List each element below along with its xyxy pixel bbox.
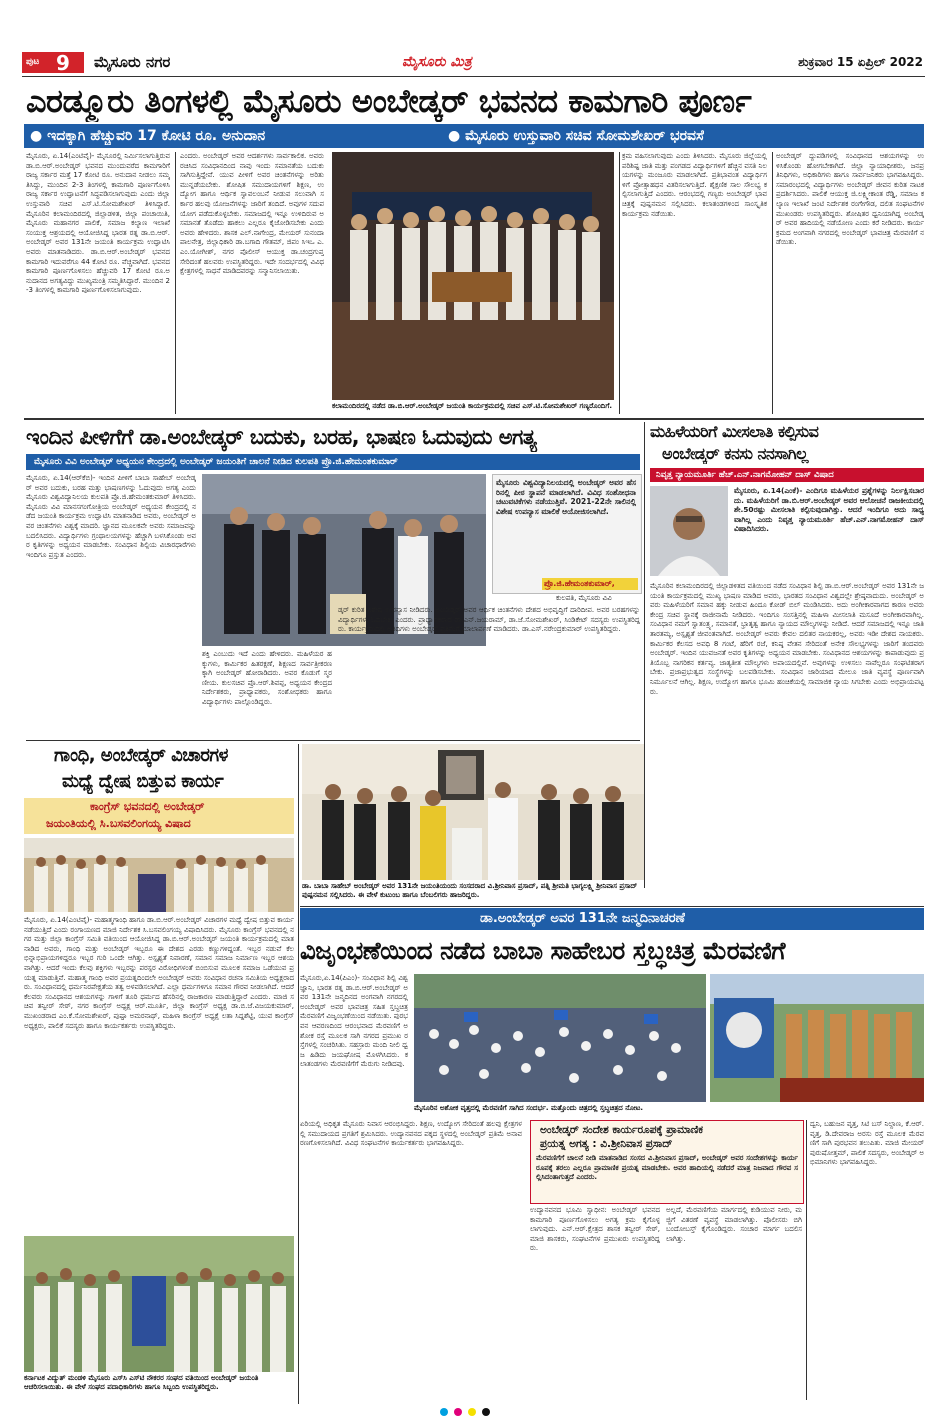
story4-subhead-line1: ಕಾಂಗ್ರೆಸ್ ಭವನದಲ್ಲಿ ಅಂಬೇಡ್ಕರ್ [90,800,205,813]
story5-headline: ವಿಜೃಂಭಣೆಯಿಂದ ನಡೆದ ಬಾಬಾ ಸಾಹೇಬರ ಸ್ತಬ್ಧಚಿತ್ರ ಮೆರವಣಿಗೆ [300,936,785,965]
column-rule [644,422,645,888]
story2-column-2: ಶಕ್ತಿ ಎಂಬುದು ಇದೆ ಎಂದು ಹೇಳಿದರು. ಮಹಿಳೆಯರ ಹಕ್ಕುಗಳು, ಕಾರ್ಮಿಕರ ಹಿತರಕ್ಷಣೆ, ಶಿಕ್ಷಣದ ಸಾರ್ವತ್ರೀಕರಣಕ್ಕಾಗಿ ಅಂಬೇಡ್ಕರ್ ಹೋರಾಡಿದರು. ಅವರ ಕೊಡುಗೆ ಸ್ಮರಣೀಯ. ಕುಲಸಚಿವ ಪ್ರೊ.ಆರ್.ಶಿವಪ್ಪ, ಅಧ್ಯಯನ ಕೇಂದ್ರದ ನಿರ್ದೇಶಕರು, ಪ್ರಾಧ್ಯಾಪಕರು, ಸಂಶೋಧಕರು ಹಾಗೂ ವಿದ್ಯಾರ್ಥಿಗಳು ಪಾಲ್ಗೊಂಡಿದ್ದರು. [202,650,332,706]
story5-box-body: ಮೆರವಣಿಗೆಗೆ ಚಾಲನೆ ನೀಡಿ ಮಾತನಾಡಿದ ಸಂಸದ ವಿ.ಶ್ರೀನಿವಾಸ ಪ್ರಸಾದ್, ಅಂಬೇಡ್ಕರ್ ಅವರ ಸಂದೇಶಗಳನ್ನು ಕಾರ್ಯರೂಪಕ್ಕೆ ತರಲು ಎಲ್ಲರೂ ಪ್ರಾಮಾಣಿಕ ಪ್ರಯತ್ನ ಮಾಡಬೇಕು. ಅವರ ಹಾದಿಯಲ್ಲಿ ನಡೆದರೆ ಮಾತ್ರ ನಿಜವಾದ ಗೌರವ ಸಲ್ಲಿಸಿದಂತಾಗುತ್ತದೆ ಎಂದರು. [536,1154,798,1182]
story4-subhead-line2: ಜಯಂತಿಯಲ್ಲಿ ಸಿ.ಬಸವಲಿಂಗಯ್ಯ ವಿಷಾದ [46,817,191,830]
story5-photo-crowd [414,974,706,1102]
tribute-group-photo [302,744,644,880]
story1-photo [332,152,614,400]
story1-headline: ಎರಡ್ಮೂರು ತಿಂಗಳಲ್ಲಿ ಮೈಸೂರು ಅಂಬೇಡ್ಕರ್ ಭವನದ ಕಾಮಗಾರಿ ಪೂರ್ಣ [26,82,752,120]
story1-subhead-left: ● ಇದಕ್ಕಾಗಿ ಹೆಚ್ಚುವರಿ 17 ಕೋಟಿ ರೂ. ಅನುದಾನ [30,128,266,144]
print-registration-marks [440,1408,510,1416]
story3-headline-line2: ಅಂಬೇಡ್ಕರ್ ಕನಸು ನನಸಾಗಿಲ್ಲ [662,444,808,463]
masthead [22,50,925,77]
story4-body: ಮೈಸೂರು, ಏ.14(ಎಂಟಿವೈ)- ಮಹಾತ್ಮಗಾಂಧಿ ಹಾಗೂ ಡಾ.ಬಿ.ಆರ್.ಅಂಬೇಡ್ಕರ್ ವಿಚಾರಗಳ ಮಧ್ಯೆ ದ್ವೇಷ ಬಿತ್ತುವ ಕಾರ್ಯ ನಡೆಯುತ್ತಿದೆ ಎಂದು ರಂಗಾಯಣದ ಮಾಜಿ ನಿರ್ದೇಶಕ ಸಿ.ಬಸವಲಿಂಗಯ್ಯ ವಿಷಾದಿಸಿದರು. ಮೈಸೂರು ಕಾಂಗ್ರೆಸ್ ಭವನದಲ್ಲಿ ನಗರ ಮತ್ತು ಜಿಲ್ಲಾ ಕಾಂಗ್ರೆಸ್ ಸಮಿತಿ ವತಿಯಿಂದ ಆಯೋಜಿಸಿದ್ದ ಡಾ.ಬಿ.ಆರ್.ಅಂಬೇಡ್ಕರ್ ಜಯಂತಿ ಕಾರ್ಯಕ್ರಮದಲ್ಲಿ ಮಾತನಾಡಿದ ಅವರು, ಗಾಂಧಿ ಮತ್ತು ಅಂಬೇಡ್ಕರ್ ಇಬ್ಬರೂ ಈ ದೇಶದ ಎರಡು ಕಣ್ಣುಗಳಿದ್ದಂತೆ. ಇಬ್ಬರ ನಡುವೆ ಕೆಲ ಭಿನ್ನಾಭಿಪ್ರಾಯಗಳಿದ್ದರೂ ಇಬ್ಬರ ಗುರಿ ಒಂದೇ ಆಗಿತ್ತು. ಅಸ್ಪೃಶ್ಯತೆ ನಿವಾರಣೆ, ಸಮಾನ ಸಮಾಜ ನಿರ್ಮಾಣ ಇಬ್ಬರ ಆಶಯವಾಗಿತ್ತು. ಆದರೆ ಇಂದು ಕೆಲವು ಶಕ್ತಿಗಳು ಇಬ್ಬರನ್ನು ಪರಸ್ಪರ ವಿರೋಧಿಗಳಂತೆ ಬಿಂಬಿಸುವ ಮೂಲಕ ಸಮಾಜ ಒಡೆಯುವ ಪ್ರಯತ್ನ ಮಾಡುತ್ತಿವೆ. ಮಹಾತ್ಮ ಗಾಂಧಿ ಅವರ ಪ್ರಯತ್ನದಿಂದಲೇ ಅಂಬೇಡ್ಕರ್ ಅವರು ಸಂವಿಧಾನ ರಚನಾ ಸಮಿತಿಯ ಅಧ್ಯಕ್ಷರಾದರು. ಸಂವಿಧಾನದಲ್ಲಿ ಧರ್ಮನಿರಪೇಕ್ಷತೆಯ ತತ್ವ ಅಳವಡಿಸಲಾಗಿದೆ. ಎಲ್ಲಾ ಧರ್ಮಗಳಿಗೂ ಸಮಾನ ಗೌರವ ನೀಡಲಾಗಿದೆ. ಆದರೆ ಕೆಲವರು ಸಂವಿಧಾನದ ಆಶಯಗಳನ್ನು ಗಾಳಿಗೆ ತೂರಿ ಧರ್ಮದ ಹೆಸರಿನಲ್ಲಿ ರಾಜಕಾರಣ ಮಾಡುತ್ತಿದ್ದಾರೆ ಎಂದರು. ಮಾಜಿ ಸಚಿವ ತನ್ವೀರ್ ಸೇಠ್, ನಗರ ಕಾಂಗ್ರೆಸ್ ಅಧ್ಯಕ್ಷ ಆರ್.ಮೂರ್ತಿ, ಜಿಲ್ಲಾ ಕಾಂಗ್ರೆಸ್ ಅಧ್ಯಕ್ಷ ಡಾ.ಬಿ.ಜೆ.ವಿಜಯಕುಮಾರ್, ಮುಖಂಡರಾದ ಎಂ.ಕೆ.ಸೋಮಶೇಖರ್, ಪುಷ್ಪಾ ಅಮರನಾಥ್, ಮಹಿಳಾ ಕಾಂಗ್ರೆಸ್ ಅಧ್ಯಕ್ಷೆ ಲತಾ ಸಿದ್ದಶೆಟ್ಟಿ, ಯುವ ಕಾಂಗ್ರೆಸ್ ಅಧ್ಯಕ್ಷರು, ಪಾಲಿಕೆ ಸದಸ್ಯರು ಹಾಗೂ ಕಾರ್ಯಕರ್ತರು ಉಪಸ್ಥಿತರಿದ್ದರು. [24,916,294,1030]
column-rule [175,152,176,414]
story5-kicker: ಡಾ.ಅಂಬೇಡ್ಕರ್ ಅವರ 131ನೇ ಜನ್ಮದಿನಾಚರಣೆ [480,911,686,926]
story4-photo-bottom [24,1236,294,1372]
column-rule [806,1120,807,1400]
column-rule [298,744,299,1404]
story1-subhead-right: ● ಮೈಸೂರು ಉಸ್ತುವಾರಿ ಸಚಿವ ಸೋಮಶೇಖರ್ ಭರವಸೆ [448,128,704,144]
story2-column-1: ಮೈಸೂರು, ಏ.14(ಆರ್‌ಕೆಬಿ)- ಇಂದಿನ ಪೀಳಿಗೆ ಬಾಬಾ ಸಾಹೇಬ್ ಅಂಬೇಡ್ಕರ್ ಅವರ ಬದುಕು, ಬರಹ ಮತ್ತು ಭಾಷಣಗಳನ್ನು ಓದುವುದು ಅಗತ್ಯ ಎಂದು ಮೈಸೂರು ವಿಶ್ವವಿದ್ಯಾನಿಲಯ ಕುಲಪತಿ ಪ್ರೊ.ಜಿ.ಹೇಮಂತಕುಮಾರ್ ತಿಳಿಸಿದರು. ಮೈಸೂರು ವಿವಿ ಮಾನಸಗಂಗೋತ್ರಿಯ ಅಂಬೇಡ್ಕರ್ ಅಧ್ಯಯನ ಕೇಂದ್ರದಲ್ಲಿ ನಡೆದ ಜಯಂತಿ ಕಾರ್ಯಕ್ರಮ ಉದ್ಘಾಟಿಸಿ ಮಾತನಾಡಿದ ಅವರು, ಅಂಬೇಡ್ಕರ್ ಅವರ ಚಿಂತನೆಗಳು ವಿಶ್ವಕ್ಕೆ ಮಾದರಿ. ಜ್ಞಾನದ ಮೂಲಕವೇ ಅವರು ಸಮಾಜವನ್ನು ಬದಲಿಸಿದರು. ವಿದ್ಯಾರ್ಥಿಗಳು ಗ್ರಂಥಾಲಯಗಳನ್ನು ಹೆಚ್ಚಾಗಿ ಬಳಸಿಕೊಂಡು ಅವರ ಕೃತಿಗಳನ್ನು ಅಧ್ಯಯನ ಮಾಡಬೇಕು. ಸಂವಿಧಾನ ಶಿಲ್ಪಿಯ ವಿಚಾರಧಾರೆಗಳು ಇಂದಿಗೂ ಪ್ರಸ್ತುತ ಎಂದರು. [26,474,196,559]
congress-event-photo [24,838,294,912]
story2-column-3: ಮೈಸೂರು ವಿಶ್ವವಿದ್ಯಾನಿಲಯದಲ್ಲಿ ಅಂಬೇಡ್ಕರ್ ಅವರ ಹೆಸರಿನಲ್ಲಿ ಪೀಠ ಸ್ಥಾಪನೆ ಮಾಡಲಾಗಿದೆ. ವಿವಿಧ ಸಂಶೋಧನಾ ಚಟುವಟಿಕೆಗಳು ನಡೆಯುತ್ತಿವೆ. 2021-22ನೇ ಸಾಲಿನಲ್ಲಿ ವಿಶೇಷ ಉಪನ್ಯಾಸ ಮಾಲಿಕೆ ಆಯೋಜಿಸಲಾಗಿದೆ. [496,478,636,516]
story5-column-2: ಏರಿಯಲ್ಲಿ ಅಧಿಕೃತ ಮೈಸೂರು ನಿವಾಸ ಆರಂಭಿಸಿದ್ದರು. ಶಿಕ್ಷಣ, ಉದ್ಯೋಗ ಸೇರಿದಂತೆ ಹಲವು ಕ್ಷೇತ್ರಗಳಲ್ಲಿ ಸಮುದಾಯದ ಪ್ರಗತಿಗೆ ಶ್ರಮಿಸಿದರು. ಉದ್ಯಾನವನದ ಪಕ್ಕದ ಸ್ಥಳದಲ್ಲಿ ಅಂಬೇಡ್ಕರ್ ಪ್ರತಿಮೆ ಅನಾವರಣಗೊಳಿಸಲಾಗಿದೆ. ವಿವಿಧ ಸಂಘಟನೆಗಳ ಕಾರ್ಯಕರ್ತರು ಭಾಗವಹಿಸಿದ್ದರು. [300,1120,522,1148]
story2-column-4: ಡ್ಕರ್ ಕುರಿತ ವಿಶೇಷ ಉಪನ್ಯಾಸ ನೀಡಿದರು. ಅಂಬೇಡ್ಕರ್ ಅವರ ಆರ್ಥಿಕ ಚಿಂತನೆಗಳು ದೇಶದ ಅಭಿವೃದ್ಧಿಗೆ ದಾರಿದೀಪ. ಅವರ ಬರಹಗಳನ್ನು ವಿದ್ಯಾರ್ಥಿಗಳು ಓದಬೇಕು ಎಂದರು. ಪ್ರಾಧ್ಯಾಪಕರಾದ ಡಾ.ಎನ್.ಜಯರಾಮ್, ಡಾ.ಜೆ.ಸೋಮಶೇಖರ್, ಸಿಂಡಿಕೇಟ್ ಸದಸ್ಯರು ಉಪಸ್ಥಿತರಿದ್ದರು. ಕಾರ್ಯಕ್ರಮದಲ್ಲಿ ಅತಿಥಿಗಳು ಅಂಬೇಡ್ಕರ್ ಪ್ರತಿಮೆಗೆ ಮಾಲಾರ್ಪಣೆ ಮಾಡಿದರು. ಡಾ.ಎಸ್.ನರೇಂದ್ರಕುಮಾರ್ ಉಪಸ್ಥಿತರಿದ್ದರು. [338,606,640,634]
story1-photo-caption: ಕಲಾಮಂದಿರದಲ್ಲಿ ನಡೆದ ಡಾ.ಬಿ.ಆರ್.ಅಂಬೇಡ್ಕರ್ ಜಯಂತಿ ಕಾರ್ಯಕ್ರಮದಲ್ಲಿ ಸಚಿವ ಎಸ್.ಟಿ.ಸೋಮಶೇಖರ್ ಗಣ್ಯರೊಂದಿಗೆ. [332,402,613,410]
story3-portrait [650,486,728,576]
story5-column-5: ದ್ವನಿ, ಬಹುಜನ ವೃತ್ತ, ಸಿಟಿ ಬಸ್ ನಿಲ್ದಾಣ, ಕೆ.ಆರ್.ವೃತ್ತ, ಡಿ.ದೇವರಾಜ ಅರಸು ರಸ್ತೆ ಮೂಲಕ ಮೆರವಣಿಗೆ ಸಾಗಿ ಪುರಭವನ ತಲುಪಿತು. ಮಾಜಿ ಮೇಯರ್ ಪುರುಷೋತ್ತಮ್, ಪಾಲಿಕೆ ಸದಸ್ಯರು, ಅಂಬೇಡ್ಕರ್ ಅಭಿಮಾನಿಗಳು ಭಾಗವಹಿಸಿದ್ದರು. [810,1120,924,1167]
story1-subhead-right-text: ಮೈಸೂರು ಉಸ್ತುವಾರಿ ಸಚಿವ ಸೋಮಶೇಖರ್ ಭರವಸೆ [465,128,704,144]
judge-portrait-photo [650,486,728,576]
story1-column-1: ಮೈಸೂರು, ಏ.14(ಎಂಟಿವೈ)- ಮೈಸೂರಲ್ಲಿ ನಿರ್ಮಿಸಲಾಗುತ್ತಿರುವ ಡಾ.ಬಿ.ಆರ್.ಅಂಬೇಡ್ಕರ್ ಭವನದ ಮುಂದುವರೆದ ಕಾಮಗಾರಿಗೆ ರಾಜ್ಯ ಸರ್ಕಾರ ಮತ್ತೆ 17 ಕೋಟಿ ರೂ. ಅನುದಾನ ನೀಡಲು ಸಮ್ಮತಿಸಿದ್ದು, ಮುಂದಿನ 2-3 ತಿಂಗಳಲ್ಲಿ ಕಾಮಗಾರಿ ಪೂರ್ಣಗೊಳಿಸಿ ರಾಜ್ಯ ಸರ್ಕಾರ ಉದ್ಘಾಟನೆಗೆ ಸಿದ್ಧಪಡಿಸಲಾಗುವುದು ಎಂದು ಜಿಲ್ಲಾ ಉಸ್ತುವಾರಿ ಸಚಿವ ಎಸ್.ಟಿ.ಸೋಮಶೇಖರ್ ತಿಳಿಸಿದ್ದಾರೆ. ಮೈಸೂರಿನ ಕಲಾಮಂದಿರದಲ್ಲಿ ಜಿಲ್ಲಾಡಳಿತ, ಜಿಲ್ಲಾ ಪಂಚಾಯಿತಿ, ಮೈಸೂರು ಮಹಾನಗರ ಪಾಲಿಕೆ, ಸಮಾಜ ಕಲ್ಯಾಣ ಇಲಾಖೆ ಸಂಯುಕ್ತ ಆಶ್ರಯದಲ್ಲಿ ಆಯೋಜಿಸಿದ್ದ ಭಾರತ ರತ್ನ ಡಾ.ಬಿ.ಆರ್.ಅಂಬೇಡ್ಕರ್ ಅವರ 131ನೇ ಜಯಂತಿ ಕಾರ್ಯಕ್ರಮ ಉದ್ಘಾಟಿಸಿ ಅವರು ಮಾತನಾಡಿದರು. ಡಾ.ಬಿ.ಆರ್.ಅಂಬೇಡ್ಕರ್ ಭವನದ ಕಾಮಗಾರಿ ಇದುವರೆಗೂ 44 ಕೋಟಿ ರೂ. ವೆಚ್ಚವಾಗಿದೆ. ಭವನದ ಕಾಮಗಾರಿ ಪೂರ್ಣಗೊಳಿಸಲು ಹೆಚ್ಚುವರಿ 17 ಕೋಟಿ ರೂ.ಅನುದಾನದ ಅಗತ್ಯವಿದ್ದು ಮುಖ್ಯಮಂತ್ರಿ ಸಮ್ಮತಿಸಿದ್ದಾರೆ. ಮುಂದಿನ 2-3 ತಿಂಗಳಲ್ಲಿ ಕಾಮಗಾರಿ ಪೂರ್ಣಗೊಳಿಸಲಾಗುವುದು. [26,152,170,295]
page-number: 9 [56,51,70,75]
story2-subhead: ಮೈಸೂರು ವಿವಿ ಅಂಬೇಡ್ಕರ್ ಅಧ್ಯಯನ ಕೇಂದ್ರದಲ್ಲಿ ಅಂಬೇಡ್ಕರ್ ಜಯಂತಿಗೆ ಚಾಲನೆ ನೀಡಿದ ಕುಲಪತಿ ಪ್ರೊ.ಜಿ.ಹೇಮಂತಕುಮಾರ್ [34,457,398,467]
procession-crowd-photo [414,974,706,1102]
story5-column-3: ಉದ್ಯಾನವನದ ಭೂಮಿ ಸ್ವಾಧೀನ: ಅಂಬೇಡ್ಕರ್ ಭವನದ ಕಾಮಗಾರಿ ಪೂರ್ಣಗೊಳಿಸಲು ಅಗತ್ಯ ಕ್ರಮ ಕೈಗೊಳ್ಳಲಾಗುವುದು. ಎನ್.ಆರ್.ಕ್ಷೇತ್ರದ ಶಾಸಕ ತನ್ವೀರ್ ಸೇಠ್, ಮಾಜಿ ಶಾಸಕರು, ಸಂಘಟನೆಗಳ ಪ್ರಮುಖರು ಉಪಸ್ಥಿತರಿದ್ದರು. [530,1206,660,1253]
story1-subhead-left-text: ಇದಕ್ಕಾಗಿ ಹೆಚ್ಚುವರಿ 17 ಕೋಟಿ ರೂ. ಅನುದಾನ [47,128,266,144]
story5-box-title-line1: ಅಂಬೇಡ್ಕರ್ ಸಂದೇಶ ಕಾರ್ಯರೂಪಕ್ಕೆ ಪ್ರಾಮಾಣಿಕ [540,1124,703,1136]
registration-dot [468,1408,476,1416]
story5-photo-tableau [710,974,924,1102]
story1-column-3: ಕ್ರಮ ವಹಿಸಲಾಗುವುದು ಎಂದು ತಿಳಿಸಿದರು. ಮೈಸೂರು ಜಿಲ್ಲೆಯಲ್ಲಿ ಪರಿಶಿಷ್ಟ ಜಾತಿ ಮತ್ತು ಪಂಗಡದ ವಿದ್ಯಾರ್ಥಿಗಳಿಗೆ ಹೆಚ್ಚಿನ ವಸತಿ ನಿಲಯಗಳನ್ನು ಮಂಜೂರು ಮಾಡಲಾಗಿದೆ. ಪ್ರತಿಭಾವಂತ ವಿದ್ಯಾರ್ಥಿಗಳಿಗೆ ಪ್ರೋತ್ಸಾಹಧನ ವಿತರಿಸಲಾಗುತ್ತಿದೆ. ಶೈಕ್ಷಣಿಕ ಸಾಲ ಸೌಲಭ್ಯ ಕಲ್ಪಿಸಲಾಗುತ್ತಿದೆ ಎಂದರು. ಆರಂಭದಲ್ಲಿ ಗಣ್ಯರು ಅಂಬೇಡ್ಕರ್ ಭಾವಚಿತ್ರಕ್ಕೆ ಪುಷ್ಪನಮನ ಸಲ್ಲಿಸಿದರು. ಕಲಾತಂಡಗಳಿಂದ ಸಾಂಸ್ಕೃತಿಕ ಕಾರ್ಯಕ್ರಮ ನಡೆಯಿತು. [622,152,767,218]
section-name: ಮೈಸೂರು ನಗರ [94,53,171,71]
story3-body: ಮೈಸೂರಿನ ಕಲಾಮಂದಿರದಲ್ಲಿ ಜಿಲ್ಲಾಡಳಿತದ ವತಿಯಿಂದ ನಡೆದ ಸಂವಿಧಾನ ಶಿಲ್ಪಿ ಡಾ.ಬಿ.ಆರ್.ಅಂಬೇಡ್ಕರ್ ಅವರ 131ನೇ ಜಯಂತಿ ಕಾರ್ಯಕ್ರಮದಲ್ಲಿ ಮುಖ್ಯ ಭಾಷಣ ಮಾಡಿದ ಅವರು, ಭಾರತದ ಸಂವಿಧಾನ ವಿಶ್ವದಲ್ಲೇ ಶ್ರೇಷ್ಠವಾದುದು. ಅಂಬೇಡ್ಕರ್ ಅವರು ಮಹಿಳೆಯರಿಗೆ ಸಮಾನ ಹಕ್ಕು ನೀಡುವ ಹಿಂದೂ ಕೋಡ್ ಬಿಲ್ ಮಂಡಿಸಿದರು. ಅದು ಅಂಗೀಕಾರವಾಗದ ಕಾರಣ ಅವರು ಕೇಂದ್ರ ಸಚಿವ ಸ್ಥಾನಕ್ಕೆ ರಾಜೀನಾಮೆ ನೀಡಿದರು. ಇಂದಿಗೂ ಸಂಸತ್ತಿನಲ್ಲಿ ಮಹಿಳಾ ಮೀಸಲಾತಿ ಮಸೂದೆ ಅಂಗೀಕಾರವಾಗಿಲ್ಲ. ಸಂವಿಧಾನ ನಮಗೆ ಸ್ವಾತಂತ್ರ್ಯ, ಸಮಾನತೆ, ಭ್ರಾತೃತ್ವ ಹಾಗೂ ನ್ಯಾಯದ ಮೌಲ್ಯಗಳನ್ನು ನೀಡಿದೆ. ಆದರೆ ಸಮಾಜದಲ್ಲಿ ಇನ್ನೂ ಜಾತಿ ತಾರತಮ್ಯ, ಅಸ್ಪೃಶ್ಯತೆ ಜೀವಂತವಾಗಿದೆ. ಅಂಬೇಡ್ಕರ್ ಅವರು ಕೇವಲ ದಲಿತರ ನಾಯಕರಲ್ಲ, ಅವರು ಇಡೀ ದೇಶದ ನಾಯಕರು. ಕಾರ್ಮಿಕರ ಕೆಲಸದ ಅವಧಿ 8 ಗಂಟೆ, ಹೆರಿಗೆ ರಜೆ, ಕನಿಷ್ಠ ವೇತನ ಸೇರಿದಂತೆ ಅನೇಕ ಸೌಲಭ್ಯಗಳನ್ನು ಜಾರಿಗೆ ತಂದವರು ಅಂಬೇಡ್ಕರ್. ಇಂದಿನ ಯುವಜನತೆ ಅವರ ಕೃತಿಗಳನ್ನು ಅಧ್ಯಯನ ಮಾಡಬೇಕು. ಸಂವಿಧಾನದ ಆಶಯಗಳನ್ನು ಕಾಪಾಡುವುದು ಪ್ರತಿಯೊಬ್ಬ ನಾಗರಿಕನ ಕರ್ತವ್ಯ. ಜಾತ್ಯತೀತ ಮೌಲ್ಯಗಳು ಅಪಾಯದಲ್ಲಿವೆ. ಅವುಗಳನ್ನು ಉಳಿಸಲು ನಾವೆಲ್ಲರೂ ಸಂಘಟಿತರಾಗಬೇಕು. ಪ್ರಜಾಪ್ರಭುತ್ವದ ಸಂಸ್ಥೆಗಳನ್ನು ಬಲಪಡಿಸಬೇಕು. ಸಂವಿಧಾನ ಜಾರಿಯಾದ ಮೇಲೂ ಜಾತಿ ವ್ಯವಸ್ಥೆ ಪೂರ್ಣವಾಗಿ ನಿರ್ಮೂಲನೆ ಆಗಿಲ್ಲ. ಶಿಕ್ಷಣ, ಉದ್ಯೋಗ ಹಾಗೂ ಭೂಮಿ ಹಂಚಿಕೆಯಲ್ಲಿ ಸಾಮಾಜಿಕ ನ್ಯಾಯ ಸಿಗಬೇಕು ಎಂದು ಅಭಿಪ್ರಾಯಪಟ್ಟರು. [650,582,924,696]
page-label: ಪುಟ [26,57,40,67]
registration-dot [454,1408,462,1416]
section-divider [24,418,924,420]
newspaper-name: ಮೈಸೂರು ಮಿತ್ರ [402,54,472,70]
story5-photo-caption: ಮೈಸೂರಿನ ಅಶೋಕ ವೃತ್ತದಲ್ಲಿ ಮೆರವಣಿಗೆ ಸಾಗಿದ ಸಂದರ್ಭ. ಮತ್ತೊಂದು ಚಿತ್ರದಲ್ಲಿ ಸ್ತಬ್ಧಚಿತ್ರದ ನೋಟ. [414,1104,644,1112]
story2-headline: ಇಂದಿನ ಪೀಳಿಗೆಗೆ ಡಾ.ಅಂಬೇಡ್ಕರ್ ಬದುಕು, ಬರಹ, ಭಾಷಣ ಓದುವುದು ಅಗತ್ಯ [26,425,537,449]
story2-quote-name: ಪ್ರೊ.ಜಿ.ಹೇಮಂತಕುಮಾರ್, [544,579,615,588]
story4-headline-line1: ಗಾಂಧಿ, ಅಂಬೇಡ್ಕರ್ ವಿಚಾರಗಳ [54,745,228,766]
story3-lead: ಮೈಸೂರು, ಏ.14(ಎಂಕೆ)- ಎಂದಿಗೂ ಮಹಿಳೆಯರ ಪ್ರಶ್ನೆಗಳನ್ನು ನಿರ್ಲಕ್ಷಿಸಬಾರದು. ಮಹಿಳೆಯರಿಗೆ ಡಾ.ಬಿ.ಆರ್.ಅಂಬೇಡ್ಕರ್ ಅವರ ಆಲೋಚನೆ ರಾಜಕೀಯದಲ್ಲಿ ಶೇ.50ರಷ್ಟು ಮೀಸಲಾತಿ ಕಲ್ಪಿಸುವುದಾಗಿತ್ತು. ಆದರೆ ಇಂದಿಗೂ ಅದು ಸಾಧ್ಯವಾಗಿಲ್ಲ ಎಂದು ನಿವೃತ್ತ ನ್ಯಾಯಮೂರ್ತಿ ಹೆಚ್.ಎನ್.ನಾಗಮೋಹನ್ ದಾಸ್ ವಿಷಾದಿಸಿದರು. [734,486,924,534]
electricity-board-group-photo [24,1236,294,1372]
registration-dot [440,1408,448,1416]
story5-column-1: ಮೈಸೂರು,ಏ.14(ಪಿಎಂ)- ಸಂವಿಧಾನ ಶಿಲ್ಪಿ ವಿಶ್ವಜ್ಞಾನಿ, ಭಾರತ ರತ್ನ ಡಾ.ಬಿ.ಆರ್.ಅಂಬೇಡ್ಕರ್ ಅವರ 131ನೇ ಜನ್ಮದಿನದ ಅಂಗವಾಗಿ ನಗರದಲ್ಲಿ ಅಂಬೇಡ್ಕರ್ ಅವರ ಭಾವಚಿತ್ರ ಸಹಿತ ಸ್ತಬ್ಧಚಿತ್ರ ಮೆರವಣಿಗೆ ವಿಜೃಂಭಣೆಯಿಂದ ನಡೆಯಿತು. ಪುರಭವನ ಆವರಣದಿಂದ ಆರಂಭವಾದ ಮೆರವಣಿಗೆ ಅಶೋಕ ರಸ್ತೆ ಮೂಲಕ ಸಾಗಿ ನಗರದ ಪ್ರಮುಖ ರಸ್ತೆಗಳಲ್ಲಿ ಸಂಚರಿಸಿತು. ಸಹಸ್ರಾರು ಮಂದಿ ನೀಲಿ ಧ್ವಜ ಹಿಡಿದು ಜಯಘೋಷ ಮೊಳಗಿಸಿದರು. ಕಲಾತಂಡಗಳು ಮೆರವಣಿಗೆಗೆ ಮೆರುಗು ನೀಡಿದವು. [300,974,408,1069]
story2-quote-role: ಕುಲಪತಿ, ಮೈಸೂರು ವಿವಿ [556,594,612,602]
story1-column-4: ಅಂಬೇಡ್ಕರ್ ದ್ದುಪಡಿಗಳಲ್ಲಿ ಸಂವಿಧಾನದ ಆಶಯಗಳನ್ನು ಉಳಿಸಿಕೊಂಡು ಹೋಗಬೇಕಾಗಿದೆ. ಜಿಲ್ಲಾ ನ್ಯಾಯಾಧೀಶರು, ಜನಪ್ರತಿನಿಧಿಗಳು, ಅಧಿಕಾರಿಗಳು ಹಾಗೂ ಸಾರ್ವಜನಿಕರು ಭಾಗವಹಿಸಿದ್ದರು. ಸಮಾರಂಭದಲ್ಲಿ ವಿದ್ಯಾರ್ಥಿಗಳು ಅಂಬೇಡ್ಕರ್ ಜೀವನ ಕುರಿತ ನಾಟಕ ಪ್ರದರ್ಶಿಸಿದರು. ಪಾಲಿಕೆ ಆಯುಕ್ತ ಜಿ.ಲಕ್ಷ್ಮೀಕಾಂತ ರೆಡ್ಡಿ, ಸಮಾಜ ಕಲ್ಯಾಣ ಇಲಾಖೆ ಜಂಟಿ ನಿರ್ದೇಶಕ ರಂಗೇಗೌಡ, ದಲಿತ ಸಂಘಟನೆಗಳ ಮುಖಂಡರು ಉಪಸ್ಥಿತರಿದ್ದರು. ಶೋಷಿತರ ಧ್ವನಿಯಾಗಿದ್ದ ಅಂಬೇಡ್ಕರ್ ಅವರ ಹಾದಿಯಲ್ಲಿ ನಡೆಯೋಣ ಎಂದು ಕರೆ ನೀಡಿದರು. ಕಾರ್ಯಕ್ರಮದ ಅಂಗವಾಗಿ ನಗರದಲ್ಲಿ ಅಂಬೇಡ್ಕರ್ ಭಾವಚಿತ್ರ ಮೆರವಣಿಗೆ ನಡೆಯಿತು. [776,152,924,247]
story3-headline-line1: ಮಹಿಳೆಯರಿಗೆ ಮೀಸಲಾತಿ ಕಲ್ಪಿಸುವ [650,422,819,441]
story3-subhead: ನಿವೃತ್ತ ನ್ಯಾಯಮೂರ್ತಿ ಹೆಚ್.ಎನ್.ನಾಗಮೋಹನ್ ದಾಸ್ ವಿಷಾದ [656,470,834,480]
section-divider [300,906,924,907]
issue-date: ಶುಕ್ರವಾರ 15 ಏಪ್ರಿಲ್ 2022 [798,55,923,69]
column-rule [619,152,620,414]
column-rule [772,152,773,414]
stage-event-photo [332,152,614,400]
registration-dot [482,1408,490,1416]
story5-column-4: ಅಲ್ಲದೆ, ಮೆರವಣಿಗೆಯ ಮಾರ್ಗದಲ್ಲಿ ಕುಡಿಯುವ ನೀರು, ಮಜ್ಜಿಗೆ ವಿತರಣೆ ವ್ಯವಸ್ಥೆ ಮಾಡಲಾಗಿತ್ತು. ಪೊಲೀಸರು ಬಿಗಿ ಬಂದೋಬಸ್ತ್ ಕೈಗೊಂಡಿದ್ದರು. ಸಂಚಾರ ಮಾರ್ಗ ಬದಲಿಸಲಾಗಿತ್ತು. [666,1206,802,1243]
tableau-float-photo [710,974,924,1102]
story3-photo [302,744,644,880]
section-divider [26,740,640,741]
story1-column-2: ಎಂದರು. ಅಂಬೇಡ್ಕರ್ ಅವರ ಆದರ್ಶಗಳು ಸಾರ್ವಕಾಲಿಕ. ಅವರು ರಚಿಸಿದ ಸಂವಿಧಾನದಿಂದ ನಾವು ಇಂದು ಸಮಾನತೆಯ ಬದುಕು ಸಾಗಿಸುತ್ತಿದ್ದೇವೆ. ಯುವ ಪೀಳಿಗೆ ಅವರ ಚಿಂತನೆಗಳನ್ನು ಅರಿತು ಮುನ್ನಡೆಯಬೇಕು. ಶೋಷಿತ ಸಮುದಾಯಗಳಿಗೆ ಶಿಕ್ಷಣ, ಉದ್ಯೋಗ ಹಾಗೂ ಆರ್ಥಿಕ ಸ್ವಾವಲಂಬನೆ ನೀಡುವ ಸಲುವಾಗಿ ಸರ್ಕಾರ ಹಲವು ಯೋಜನೆಗಳನ್ನು ಜಾರಿಗೆ ತಂದಿದೆ. ಅವುಗಳ ಸದುಪಯೋಗ ಪಡೆದುಕೊಳ್ಳಬೇಕು. ಸಮಾಜದಲ್ಲಿ ಇನ್ನೂ ಉಳಿದಿರುವ ಅಸಮಾನತೆ ತೊಡೆದು ಹಾಕಲು ಎಲ್ಲರೂ ಕೈಜೋಡಿಸಬೇಕು ಎಂದು ಅವರು ಹೇಳಿದರು. ಶಾಸಕ ಎಲ್.ನಾಗೇಂದ್ರ, ಮೇಯರ್ ಸುನಂದಾ ಪಾಲನೇತ್ರ, ಜಿಲ್ಲಾಧಿಕಾರಿ ಡಾ.ಬಗಾದಿ ಗೌತಮ್, ಜಿಪಂ ಸಿಇಒ ಎ.ಎಂ.ಯೋಗೀಶ್, ನಗರ ಪೊಲೀಸ್ ಆಯುಕ್ತ ಡಾ.ಚಂದ್ರಗುಪ್ತ ಸೇರಿದಂತೆ ಹಲವರು ಉಪಸ್ಥಿತರಿದ್ದರು. ಇದೇ ಸಂದರ್ಭದಲ್ಲಿ ವಿವಿಧ ಕ್ಷೇತ್ರಗಳಲ್ಲಿ ಸಾಧನೆ ಮಾಡಿದವರನ್ನು ಸನ್ಮಾನಿಸಲಾಯಿತು. [180,152,324,276]
story4-headline-line2: ಮಧ್ಯೆ ದ್ವೇಷ ಬಿತ್ತುವ ಕಾರ್ಯ [62,771,224,792]
story4-photo-caption: ಕರ್ನಾಟಕ ವಿದ್ಯುತ್ ಮಂಡಳಿ ಮೈಸೂರು ಎಸ್‌ಸಿ ಎಸ್‌ಟಿ ನೌಕರರ ಸಂಘದ ವತಿಯಿಂದ ಅಂಬೇಡ್ಕರ್ ಜಯಂತಿ ಆಚರಿಸಲಾಯಿತು. ಈ ವೇಳೆ ಸಂಘದ ಪದಾಧಿಕಾರಿಗಳು ಹಾಗೂ ಸಿಬ್ಬಂದಿ ಉಪಸ್ಥಿತರಿದ್ದರು. [24,1374,259,1391]
story3-photo-caption: ಡಾ. ಬಾಬಾ ಸಾಹೇಬ್ ಅಂಬೇಡ್ಕರ್ ಅವರ 131ನೇ ಜಯಂತಿಯಂದು ಸಂಸದರಾದ ವಿ.ಶ್ರೀನಿವಾಸ ಪ್ರಸಾದ್, ಪತ್ನಿ ಶ್ರೀಮತಿ ಭಾಗ್ಯಲಕ್ಷ್ಮಿ ಶ್ರೀನಿವಾಸ ಪ್ರಸಾದ್ ಪುಷ್ಪನಮನ ಸಲ್ಲಿಸಿದರು. ಈ ವೇಳೆ ಕುಟುಂಬ ಹಾಗೂ ಬೆಂಬಲಿಗರು ಹಾಜರಿದ್ದರು. [302,882,638,899]
story5-box-title-line2: ಪ್ರಯತ್ನ ಅಗತ್ಯ : ವಿ.ಶ್ರೀನಿವಾಸ ಪ್ರಸಾದ್ [540,1138,673,1150]
story4-photo-top [24,838,294,912]
